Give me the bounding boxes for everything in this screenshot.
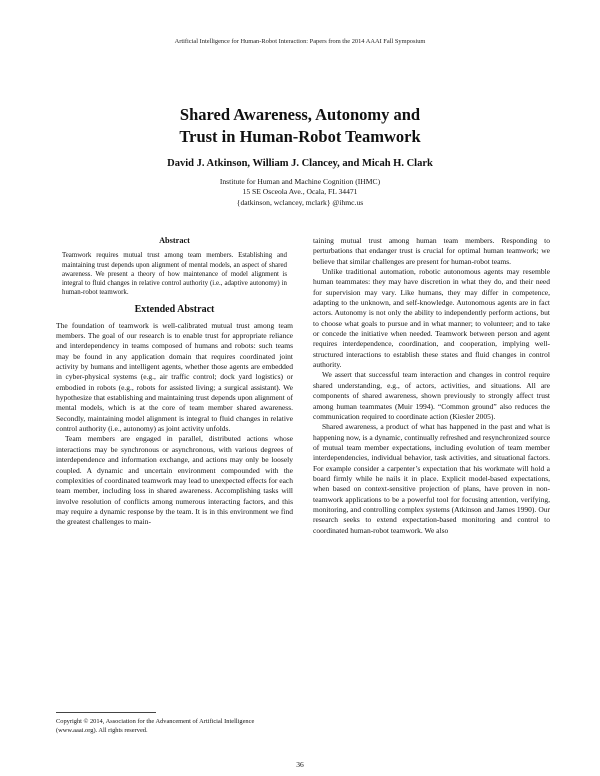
- affiliation: [0, 177, 600, 208]
- page-number: 36: [296, 760, 304, 769]
- section-heading: Extended Abstract: [134, 304, 215, 316]
- body-paragraph: taining mutual trust among human team members. Responding to perturbations that endanger trust is crucial for optimal human teamwork; we believe that similar challenges are present for human-robot teams.: [313, 236, 550, 266]
- abstract: [56, 236, 293, 297]
- affiliation-institute: Institute for Human and Machine Cognition (IHMC): [219, 177, 381, 186]
- right-column: [313, 236, 550, 536]
- body-paragraph: Team members are engaged in parallel, distributed actions whose interactions may be synchronous or asynchronous, with various degrees of interdependence and information exchange, and actions may only be loosely coupled. A dynamic and uncertain environment compounded with the complexities of coordinated teamwork may lead to unexpected effects for each team member, including loss in shared awareness. Accomplishing tasks will involve resolution of conflicts among numerous interacting factors, and this may require a dynamic response by the team. It is in this environment we find the greatest challenges to main-: [56, 434, 293, 527]
- title-line-2: Trust in Human-Robot Teamwork: [179, 127, 421, 146]
- paper-title: [0, 104, 600, 148]
- body-paragraph: Unlike traditional automation, robotic autonomous agents may resemble human teammates: they may have discretion in what they do, and their need for supervision may vary. Like humans, they may differ in competence, adapting to the unknown, and self-knowledge. Autonomous agents are in fact actors. Autonomy is not only the ability to independently perform actions, but to choose what goals to pursue and in what manner; to volunteer; and to take or concede the initiative when needed. Teamwork between person and agent requires interdependence, coordination, and cooperation, implying well-structured interactions to establish these states and fluid changes in control authority.: [313, 267, 550, 370]
- author-list: David J. Atkinson, William J. Clancey, and Micah H. Clark: [167, 158, 433, 169]
- affiliation-emails: {datkinson, wclancey, mclark} @ihmc.us: [236, 197, 364, 207]
- title-line-1: Shared Awareness, Autonomy and: [179, 105, 421, 124]
- left-column: [56, 236, 293, 528]
- abstract-heading: Abstract: [159, 236, 190, 245]
- running-head: Artificial Intelligence for Human-Robot Interaction: Papers from the 2014 AAAI Fall Symposium: [174, 38, 426, 45]
- footnote-divider: [56, 712, 156, 713]
- body-paragraph: We assert that successful team interaction and changes in control require shared understanding, e.g., of actors, activities, and situations. All are components of shared awareness, shown previously to strongly affect trust among human teammates (Muir 1994). “Common ground” also reduces the communication required to coordinate action (Kiesler 2005).: [313, 370, 550, 421]
- copyright-notice: Copyright © 2014, Association for the Advancement of Artificial Intelligence (www.aaai.org). All rights reserved.: [56, 718, 255, 734]
- body-paragraph: Shared awareness, a product of what has happened in the past and what is happening now, is a dynamic, continually refreshed and resynchronized source of mutual team member expectations, including evolution of team member interdependencies, individual behavior, task activities, and situational factors. For example consider a carpenter’s expectation that his workmate will hold a board firmly while he nails it in place. Explicit model-based expectations, when based on context-sensitive projection of plans, have proven in non-teamwork applications to be a powerful tool for focusing attention, verifying, monitoring, and controlling complex systems (Atkinson and James 1990). Our research seeks to extend expectation-based monitoring and control to coordinated human-robot teamwork. We also: [313, 422, 550, 535]
- affiliation-address: 15 SE Osceola Ave., Ocala, FL 34471: [242, 187, 358, 197]
- body-paragraph: The foundation of teamwork is well-calibrated mutual trust among team members. The goal of our research is to enable trust for appropriate reliance and interdependency in teams composed of humans and robots: such teams may be found in any application domain that requires coordinated joint activity by humans and intelligent agents, whether those agents are embedded in cyber-physical systems (e.g., air traffic control; dock yard logistics) or embodied in robots (e.g., robots for assisted living; a surgical assistant). We hypothesize that establishing and maintaining trust depends upon alignment of mental models, which is at the core of team member shared awareness. Secondly, maintaining model alignment is integral to fluid changes in relative control authority (i.e., autonomy) as joint activity unfolds.: [56, 320, 293, 434]
- abstract-text: Teamwork requires mutual trust among team members. Establishing and maintaining trust depends upon alignment of mental models, an aspect of shared awareness. We present a theory of how maintenance of model alignment is integral to fluid changes in relative control authority (i.e., adaptive autonomy) in human-robot teamwork.: [62, 252, 287, 297]
